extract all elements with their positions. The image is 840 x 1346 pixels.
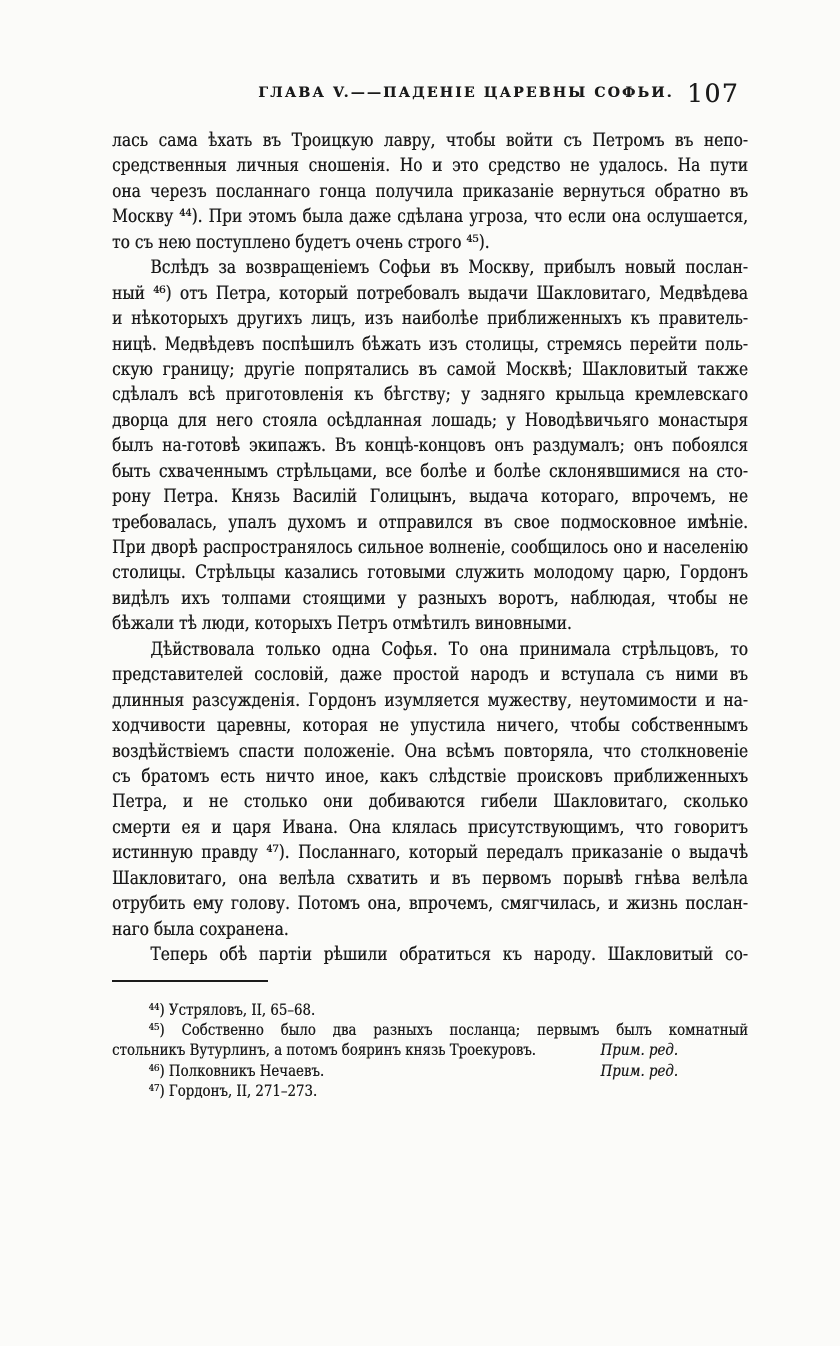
text-line: видѣлъ ихъ толпами стоящими у разныхъ воротъ, наблюдая, чтобы не	[112, 587, 748, 609]
footnote-text: стольникъ Вутурлинъ, а потомъ бояринъ князь Троекуровъ.	[112, 1040, 536, 1060]
text-line: длинныя разсужденія. Гордонъ изумляется мужеству, неутомимости и на-	[112, 689, 748, 711]
footnote-divider	[112, 980, 268, 982]
text-line: представителей сословій, даже простой народъ и вступала съ ними въ	[112, 664, 748, 686]
paragraph	[112, 942, 748, 967]
text-line: она черезъ посланнаго гонца получила приказаніе вернуться обратно въ	[112, 180, 748, 202]
paragraph	[112, 255, 748, 637]
text-line: дворца для него стояла осѣдланная лошадь; у Новодѣвичьяго монастыря	[112, 409, 748, 431]
running-header: ГЛАВА V.——ПАДЕНІЕ ЦАРЕВНЫ СОФЬИ.	[258, 85, 674, 101]
text-line: скую границу; другіе попрятались въ самой Москвѣ; Шакловитый также	[112, 358, 748, 380]
paragraphs	[112, 128, 748, 967]
text-line: съ братомъ есть ничто иное, какъ слѣдствіе происковъ приближенныхъ	[112, 765, 748, 787]
text-line: ходчивости царевны, которая не упустила ничего, чтобы собственнымъ	[112, 715, 748, 737]
text-line: средственныя личныя сношенія. Но и это средство не удалось. На пути	[112, 155, 748, 177]
text-line: Вслѣдъ за возвращеніемъ Софьи въ Москву, прибылъ новый послан-	[150, 257, 748, 279]
text-line: Шакловитаго, она велѣла схватить и въ первомъ порывѣ гнѣва велѣла	[112, 867, 748, 889]
footnote-text: ⁴⁷) Гордонъ, II, 271–273.	[148, 1080, 318, 1100]
text-line: сдѣлалъ всѣ приготовленія къ бѣгству; у задняго крыльца кремлевскаго	[112, 384, 748, 406]
text-line: наго была сохранена.	[112, 918, 289, 940]
text-line: лась сама ѣхать въ Троицкую лавру, чтобы войти съ Петромъ въ непо-	[112, 130, 748, 151]
footnote-line	[112, 1020, 748, 1040]
paragraph	[112, 128, 748, 255]
text-line: рону Петра. Князь Василій Голицынъ, выдача котораго, впрочемъ, не	[112, 486, 748, 508]
footnote-text: ⁴⁵) Собственно было два разныхъ посланца; первымъ былъ комнатный	[148, 1020, 748, 1040]
text-line: смерти ея и царя Ивана. Она клялась присутствующимъ, что говоритъ	[112, 816, 748, 838]
text-line: требовалась, упалъ духомъ и отправился въ свое подмосковное имѣніе.	[112, 511, 748, 533]
text-line: былъ на-готовѣ экипажъ. Въ концѣ-концовъ онъ раздумалъ; онъ побоялся	[112, 435, 748, 457]
text-line: ный ⁴⁶) отъ Петра, который потребовалъ выдачи Шакловитаго, Медвѣдева	[112, 282, 748, 304]
footnote-line	[112, 1061, 748, 1081]
text-line: Теперь обѣ партіи рѣшили обратиться къ народу. Шакловитый со-	[150, 944, 748, 965]
text-line: то съ нею поступлено будетъ очень строго ⁴⁵).	[112, 231, 490, 253]
footnote-line	[112, 1040, 748, 1060]
text-line: быть схваченнымъ стрѣльцами, все болѣе и болѣе склонявшимися на сто-	[112, 460, 748, 482]
text-line: Петра, и не столько они добиваются гибели Шакловитаго, сколько	[112, 791, 748, 813]
text-line: Москву ⁴⁴). При этомъ была даже сдѣлана угроза, что если она ослушается,	[112, 206, 748, 228]
footnote-line	[112, 1000, 748, 1020]
editor-note: Прим. ред.	[600, 1040, 678, 1060]
text-line: и нѣкоторыхъ другихъ лицъ, изъ наиболѣе приближенныхъ къ правитель-	[112, 308, 748, 330]
footnote-text: ⁴⁴) Устряловъ, II, 65–68.	[148, 1000, 316, 1019]
text-line: столицы. Стрѣльцы казались готовыми служить молодому царю, Гордонъ	[112, 562, 748, 584]
text-line: Дѣйствовала только одна Софья. То она принимала стрѣльцовъ, то	[150, 638, 748, 660]
footnotes	[112, 1000, 748, 1101]
footnote-lines	[112, 1000, 748, 1101]
paragraph	[112, 637, 748, 942]
editor-note: Прим. ред.	[600, 1060, 678, 1080]
text-line: воздѣйствіемъ спасти положеніе. Она всѣмъ повторяла, что столкновеніе	[112, 740, 748, 762]
footnote-line	[112, 1081, 748, 1101]
text-line: ницѣ. Медвѣдевъ поспѣшилъ бѣжать изъ столицы, стремясь перейти поль-	[112, 333, 748, 355]
page-number: 107	[687, 79, 740, 108]
text-line: отрубить ему голову. Потомъ она, впрочемъ, смягчилась, и жизнь послан-	[112, 893, 748, 915]
text-line: бѣжали тѣ люди, которыхъ Петръ отмѣтилъ виновными.	[112, 613, 572, 635]
footnote-text: ⁴⁶) Полковникъ Нечаевъ.	[148, 1060, 325, 1080]
text-line: истинную правду ⁴⁷). Посланнаго, который передалъ приказаніе о выдачѣ	[112, 842, 748, 864]
body-text	[112, 128, 748, 967]
text-line: При дворѣ распространялось сильное волненіе, сообщилось оно и населенію	[112, 537, 748, 558]
